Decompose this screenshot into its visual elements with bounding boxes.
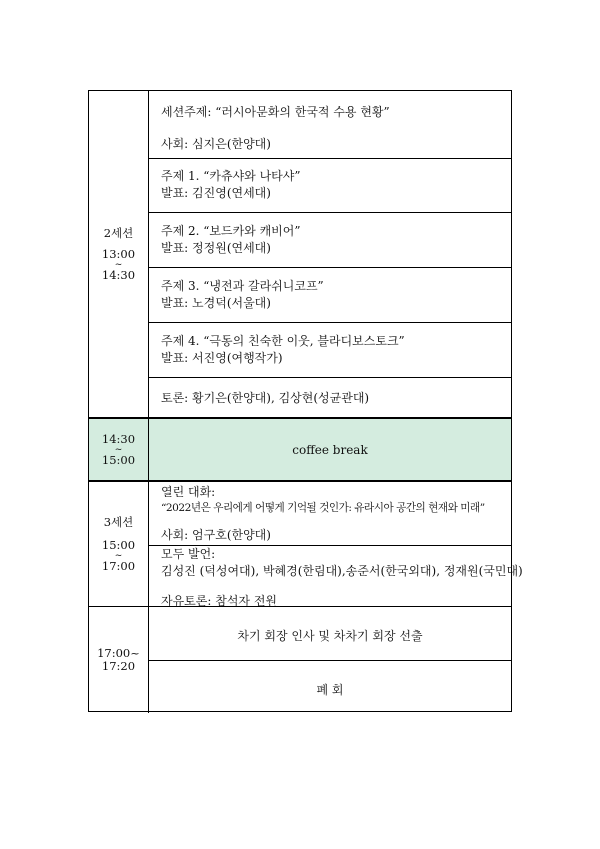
session2-time-cell xyxy=(89,91,149,418)
coffee-start: 14:30 xyxy=(101,431,136,446)
session3-moderator: 사회: 엄구호(한양대) xyxy=(161,528,271,542)
session3-all-remarks: 모두 발언: xyxy=(161,547,216,561)
divider xyxy=(89,417,511,419)
session2-topic3: 주제 3. “냉전과 갈라쉬니코프” xyxy=(161,279,324,293)
session2-end: 14:30 xyxy=(101,268,136,282)
session3-free-discussion: 자유토론: 참석자 전원 xyxy=(161,594,278,608)
session2-presenter2: 발표: 정정원(연세대) xyxy=(161,241,271,255)
divider xyxy=(149,660,511,661)
divider xyxy=(149,377,511,378)
divider xyxy=(149,545,511,546)
session2-start: 13:00 xyxy=(101,247,136,261)
closing-time-cell xyxy=(89,607,149,713)
session2-tilde: ~ xyxy=(114,260,123,270)
session3-end: 17:00 xyxy=(101,558,136,573)
divider xyxy=(149,158,511,159)
session2-label: 2세션 xyxy=(103,226,134,240)
coffee-break-label: coffee break xyxy=(292,443,368,457)
session2-topic2: 주제 2. “보드카와 캐비어” xyxy=(161,224,301,238)
divider xyxy=(89,606,511,607)
session2-topic1: 주제 1. “카츄샤와 나타샤” xyxy=(161,169,301,183)
program-table xyxy=(88,90,523,712)
closing-time-end: 17:20 xyxy=(101,659,136,673)
closing-time-start: 17:00~ xyxy=(97,646,140,660)
divider xyxy=(89,480,511,482)
session3-start: 15:00 xyxy=(101,537,136,552)
coffee-time-cell xyxy=(89,418,149,481)
session2-presenter4: 발표: 서진영(여행작가) xyxy=(161,351,283,365)
session2-presenter1: 발표: 김진영(연세대) xyxy=(161,186,271,200)
session2-presenter3: 발표: 노경덕(서울대) xyxy=(161,296,271,310)
session3-label: 3세션 xyxy=(103,514,134,529)
session3-open-title: 열린 대화: xyxy=(161,485,216,499)
session3-open-topic: “2022년은 우리에게 어떻게 기억될 것인가: 유라시아 공간의 현재와 미래” xyxy=(161,502,485,514)
session3-time-cell xyxy=(89,482,149,606)
divider xyxy=(149,322,511,323)
divider xyxy=(149,267,511,268)
divider xyxy=(149,212,511,213)
coffee-tilde: ~ xyxy=(114,444,123,455)
coffee-end: 15:00 xyxy=(101,452,136,467)
session2-moderator: 사회: 심지은(한양대) xyxy=(161,137,271,151)
session2-discussion: 토론: 황기은(한양대), 김상현(성균관대) xyxy=(161,391,370,405)
session3-tilde: ~ xyxy=(114,550,123,561)
session2-theme: 세션주제: “러시아문화의 한국적 수용 현황” xyxy=(161,105,390,119)
session3-speakers: 김성진 (덕성여대), 박혜경(한림대),송준서(한국외대), 정재원(국민대) xyxy=(161,564,523,578)
closing-label: 폐 회 xyxy=(316,683,344,697)
closing-greeting: 차기 회장 인사 및 차차기 회장 선출 xyxy=(237,629,423,643)
session2-topic4: 주제 4. “극동의 친숙한 이웃, 블라디보스토크” xyxy=(161,334,405,348)
